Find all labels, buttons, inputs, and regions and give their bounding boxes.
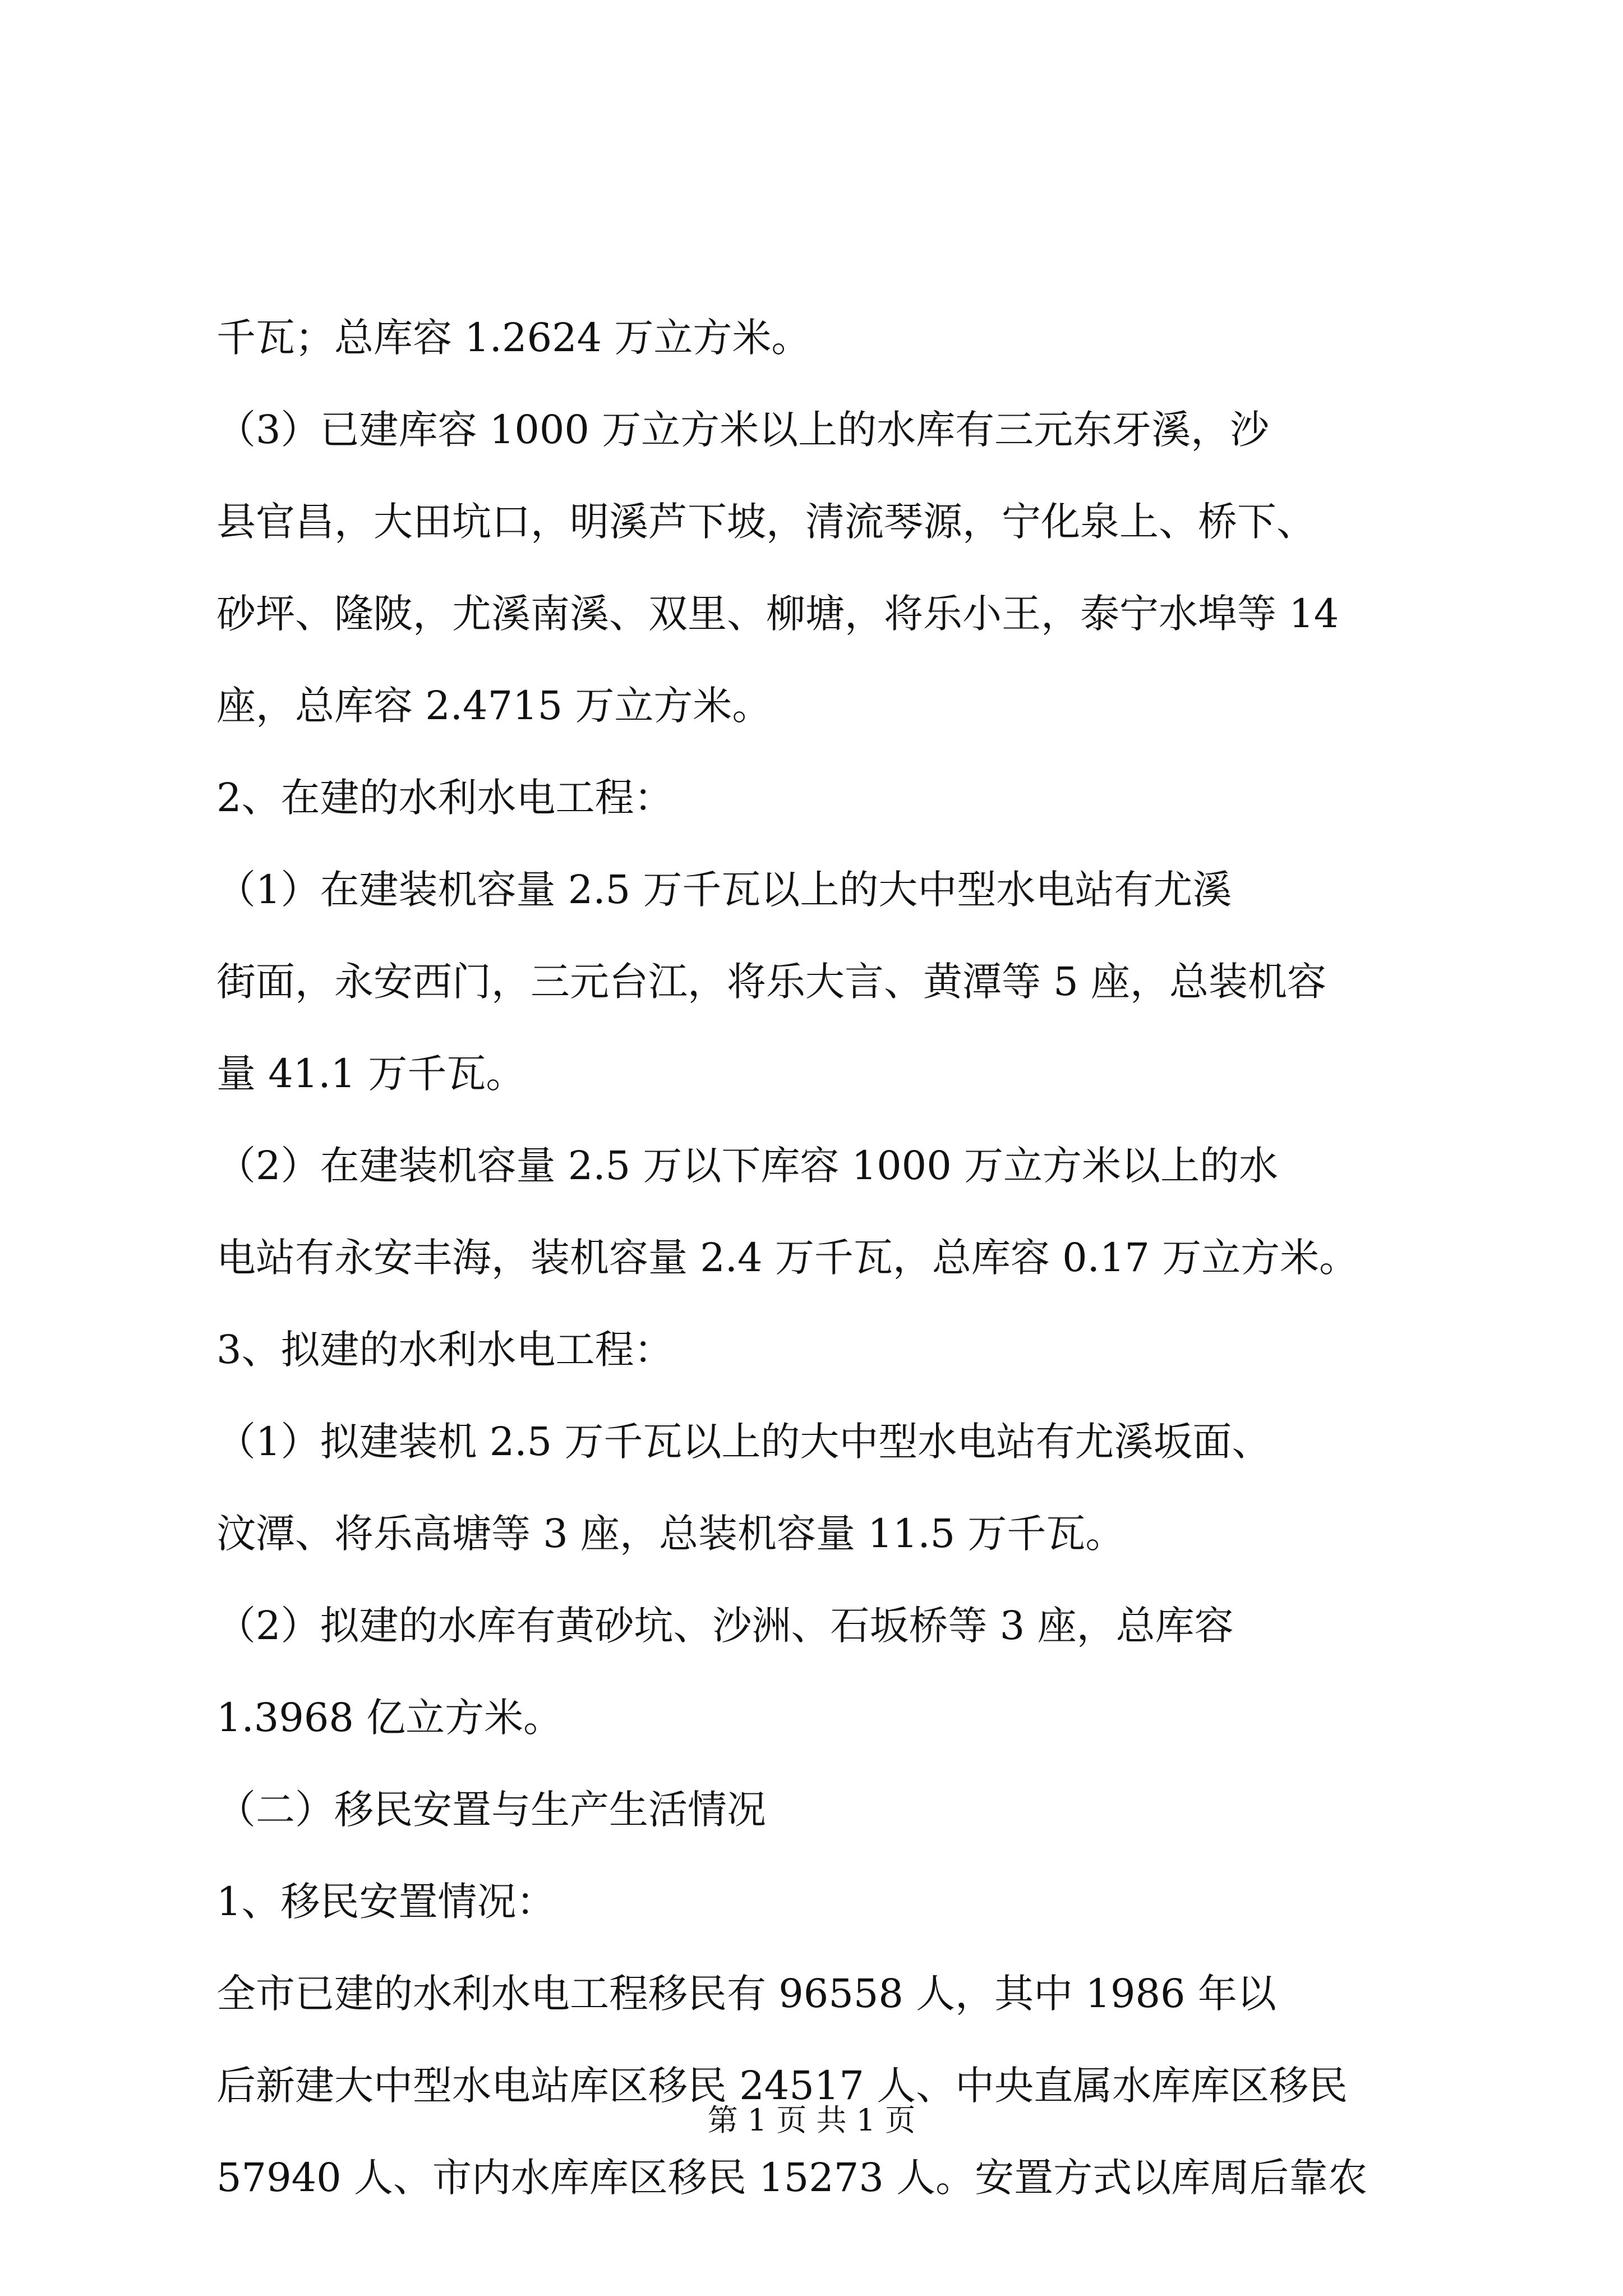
text-line: 县官昌，大田坑口，明溪芦下坡，清流琴源，宁化泉上、桥下、 (216, 499, 1316, 545)
section-heading: 2、在建的水利水电工程： (216, 775, 674, 821)
text-line: 后新建大中型水电站库区移民 24517 人、中央直属水库库区移民 (216, 2063, 1348, 2109)
text-line: （1）在建装机容量 2.5 万千瓦以上的大中型水电站有尤溪 (216, 867, 1232, 913)
text-line: 量 41.1 万千瓦。 (216, 1051, 525, 1097)
text-line: 座，总库容 2.4715 万立方米。 (216, 683, 772, 729)
text-line: 57940 人、市内水库库区移民 15273 人。安置方式以库周后靠农 (216, 2155, 1368, 2201)
text-line: 汶潭、将乐高塘等 3 座，总装机容量 11.5 万千瓦。 (216, 1511, 1125, 1557)
section-heading: 1、移民安置情况： (216, 1879, 556, 1925)
text-line: 全市已建的水利水电工程移民有 96558 人，其中 1986 年以 (216, 1971, 1276, 2017)
text-line: 千瓦；总库容 1.2624 万立方米。 (216, 315, 811, 361)
section-heading: 3、拟建的水利水电工程： (216, 1327, 674, 1373)
text-line: 砂坪、隆陂，尤溪南溪、双里、柳塘，将乐小王，泰宁水埠等 14 (216, 591, 1339, 637)
text-line: （1）拟建装机 2.5 万千瓦以上的大中型水电站有尤溪坂面、 (216, 1419, 1271, 1465)
text-line: （2）拟建的水库有黄砂坑、沙洲、石坂桥等 3 座，总库容 (216, 1603, 1234, 1649)
text-line: 街面，永安西门，三元台江，将乐大言、黄潭等 5 座，总装机容 (216, 959, 1327, 1005)
document-body (216, 292, 1422, 2224)
page-footer (0, 2098, 1623, 2143)
text-line: （3）已建库容 1000 万立方米以上的水库有三元东牙溪，沙 (216, 407, 1270, 453)
page-number: 第 1 页 共 1 页 (707, 2102, 916, 2138)
text-line: 电站有永安丰海，装机容量 2.4 万千瓦，总库容 0.17 万立方米。 (216, 1235, 1359, 1281)
text-line: 1.3968 亿立方米。 (216, 1695, 563, 1741)
section-heading: （二）移民安置与生产生活情况 (216, 1787, 766, 1833)
text-line: （2）在建装机容量 2.5 万以下库容 1000 万立方米以上的水 (216, 1143, 1279, 1189)
